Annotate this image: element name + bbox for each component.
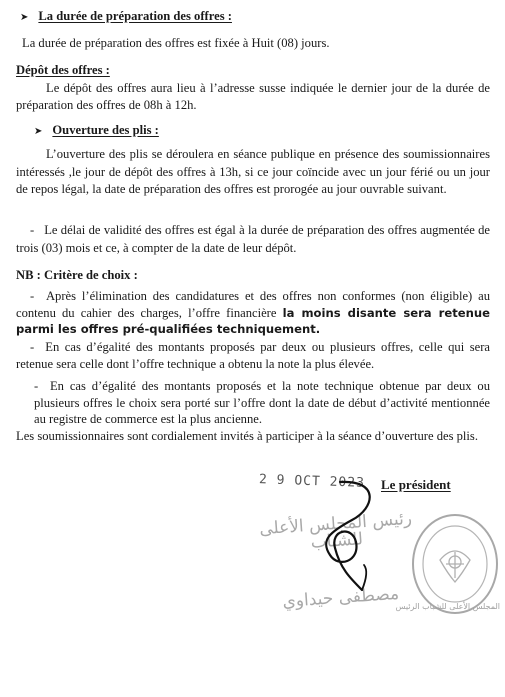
ouverture-text: L’ouverture des plis se déroulera en séance publique en présence des soumissionnaires intéressés ,le jour de dépôt des offres à 13h, si ce jour coïncide avec un jour férié ou un jour de repos légal, la date de préparation des offres est prorogée au jour ouvrable suivant. xyxy=(16,147,490,196)
dash-bullet: - xyxy=(30,340,46,354)
validite-text: - Le délai de validité des offres est égal à la durée de préparation des offres augmentée de trois (03) mois et ce, à compter de la date de leur dépôt. xyxy=(16,223,490,255)
handwritten-signature xyxy=(290,470,430,600)
dash-bullet: - xyxy=(30,223,45,237)
section-heading-depot: Dépôt des offres : xyxy=(16,63,110,77)
depot-text: Le dépôt des offres aura lieu à l’adresse susse indiquée le dernier jour de la durée de préparation des offres de 08h à 12h. xyxy=(16,81,490,112)
stamp-line-2: مصطفى حيداوي xyxy=(281,583,400,612)
dash-bullet: - xyxy=(34,379,50,393)
closing-text: Les soumissionnaires sont cordialement invités à participer à la séance d’ouverture des plis. xyxy=(16,429,478,443)
section-heading-ouverture: ➤ Ouverture des plis : xyxy=(34,123,159,137)
section-heading-nb: NB : Critère de choix : xyxy=(16,268,138,282)
president-title: Le président xyxy=(381,477,451,492)
arrow-bullet-icon: ➤ xyxy=(34,126,43,137)
nb-item-2: - En cas d’égalité des montants proposés par deux ou plusieurs offres, celle qui sera retenue sera celle dont l’offre technique a obtenu la note la plus élevée. xyxy=(16,340,490,371)
preparation-text: La durée de préparation des offres est fixée à Huit (08) jours. xyxy=(22,36,330,50)
nb-item-3: - En cas d’égalité des montants proposés et la note technique obtenue par deux ou plusieurs offres le choix sera porté sur l’offre dont la date de début d’activité mentionnée au registre de commerce est la plus ancienne. xyxy=(34,379,491,426)
section-heading-preparation: ➤ La durée de préparation des offres : xyxy=(20,9,232,23)
nb-item-1-emphasis: la moins disante sera retenue parmi les offres pré-qualifiées techniquement. xyxy=(16,305,491,336)
nb-item-1: - Après l’élimination des candidatures et des offres non conformes (non éligible) au contenu du cahier des charges, l’offre financière la moins disante sera retenue parmi les offres pré-qualifiées techniquement. xyxy=(16,289,491,336)
stamp-line-1: رئيس المجلس الأعلى للشباب xyxy=(258,508,413,553)
arrow-bullet-icon: ➤ xyxy=(20,12,29,23)
date-stamp: 2 9 OCT 2023 xyxy=(258,472,366,491)
dash-bullet: - xyxy=(30,289,46,303)
seal-text: المجلس الأعلى للشباب الرئيس xyxy=(395,602,500,611)
